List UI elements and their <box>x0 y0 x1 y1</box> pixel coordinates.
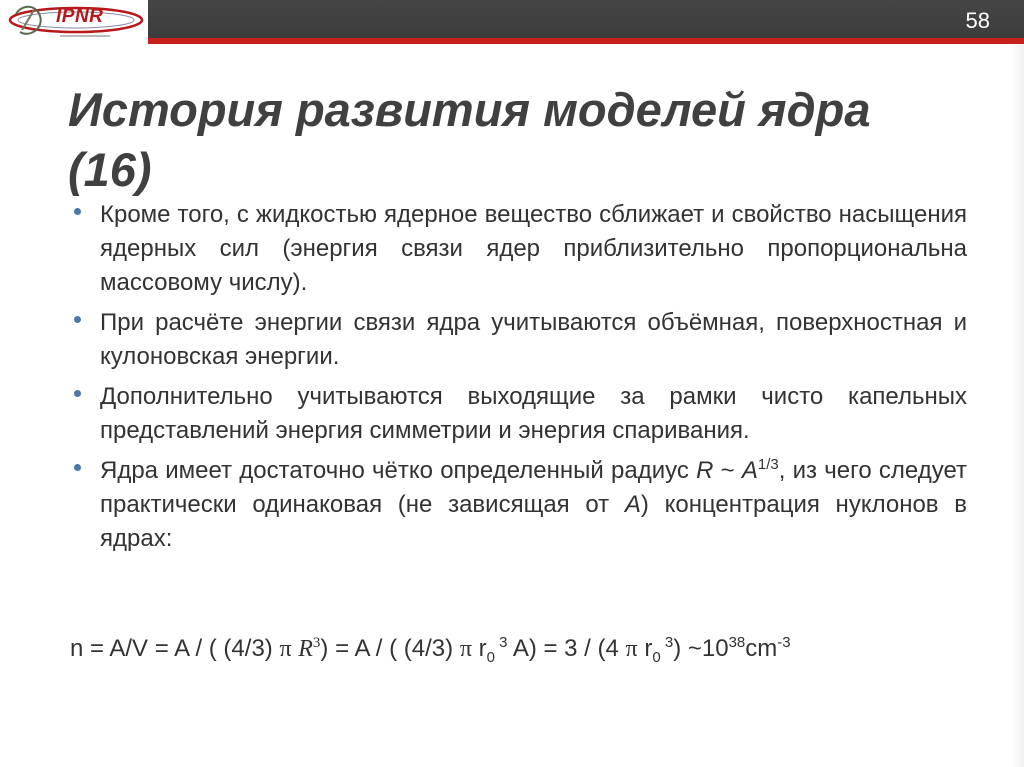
bullet-text: Кроме того, с жидкостью ядерное вещество сближает и свойство насыщения ядерных сил (энергия связи ядер приблизительно пропорциональна массовому числу). <box>100 201 967 296</box>
formula-unit: cm <box>745 635 778 662</box>
bullet-text: При расчёте энергии связи ядра учитываются объёмная, поверхностная и кулоновская энергии. <box>100 309 967 370</box>
title-line-1: История развития моделей ядра <box>68 83 871 136</box>
formula-part: n = A/V = A / ( (4/3) <box>70 635 280 662</box>
bullet-list <box>72 198 967 562</box>
concentration-formula <box>70 632 990 666</box>
bullet-4-part-1: Ядра имеет достаточно чётко определенный радиус <box>100 457 697 484</box>
formula-r: r <box>637 635 653 662</box>
exponent-one-third: 1/3 <box>757 456 779 473</box>
institute-logo <box>0 0 148 44</box>
formula-part: ) ~10 <box>673 635 729 662</box>
bullet-4-part-2: , из чего следует практически одинаковая (не зависящая от <box>100 457 967 518</box>
bullet-item-3 <box>72 380 967 448</box>
bullet-dot-icon <box>74 390 81 397</box>
formula-exponent: 3 <box>494 634 508 651</box>
mass-number-symbol-2: A <box>624 491 641 518</box>
bullet-item-4 <box>72 454 967 556</box>
formula-subscript: 0 <box>486 648 495 666</box>
pi-symbol: π <box>459 636 472 662</box>
bullet-dot-icon <box>74 464 81 471</box>
formula-part: ) = A / ( (4/3) <box>320 635 460 662</box>
pi-symbol: π <box>279 636 292 662</box>
mass-number-symbol: A <box>741 457 758 484</box>
page-edge-shadow <box>1010 44 1024 767</box>
formula-exponent: 38 <box>728 634 746 651</box>
pi-symbol: π <box>625 636 638 662</box>
formula-exponent: 3 <box>312 635 321 651</box>
bullet-item-2 <box>72 306 967 374</box>
bullet-dot-icon <box>74 316 81 323</box>
slide-number: 58 <box>965 8 990 33</box>
formula-radius: R <box>298 636 313 662</box>
formula-subscript: 0 <box>652 648 661 666</box>
radius-symbol: R <box>696 457 714 484</box>
bullet-text: Дополнительно учитываются выходящие за рамки чисто капельных представлений энергия симметрии и энергия спаривания. <box>100 383 967 444</box>
bullet-4-part-3: ) концентрация нуклонов в ядрах: <box>100 491 967 552</box>
formula-r: r <box>471 635 487 662</box>
proportional-sign: ~ <box>713 457 742 484</box>
header-accent-stripe <box>0 38 1024 44</box>
bullet-item-1 <box>72 198 967 300</box>
logo-text: IPNR <box>56 6 104 27</box>
slide-title <box>68 80 968 200</box>
bullet-dot-icon <box>74 208 81 215</box>
formula-exponent: -3 <box>777 634 791 651</box>
formula-part: A) = 3 / (4 <box>507 635 626 662</box>
formula-exponent: 3 <box>660 634 674 651</box>
title-line-2: (16) <box>68 143 152 196</box>
